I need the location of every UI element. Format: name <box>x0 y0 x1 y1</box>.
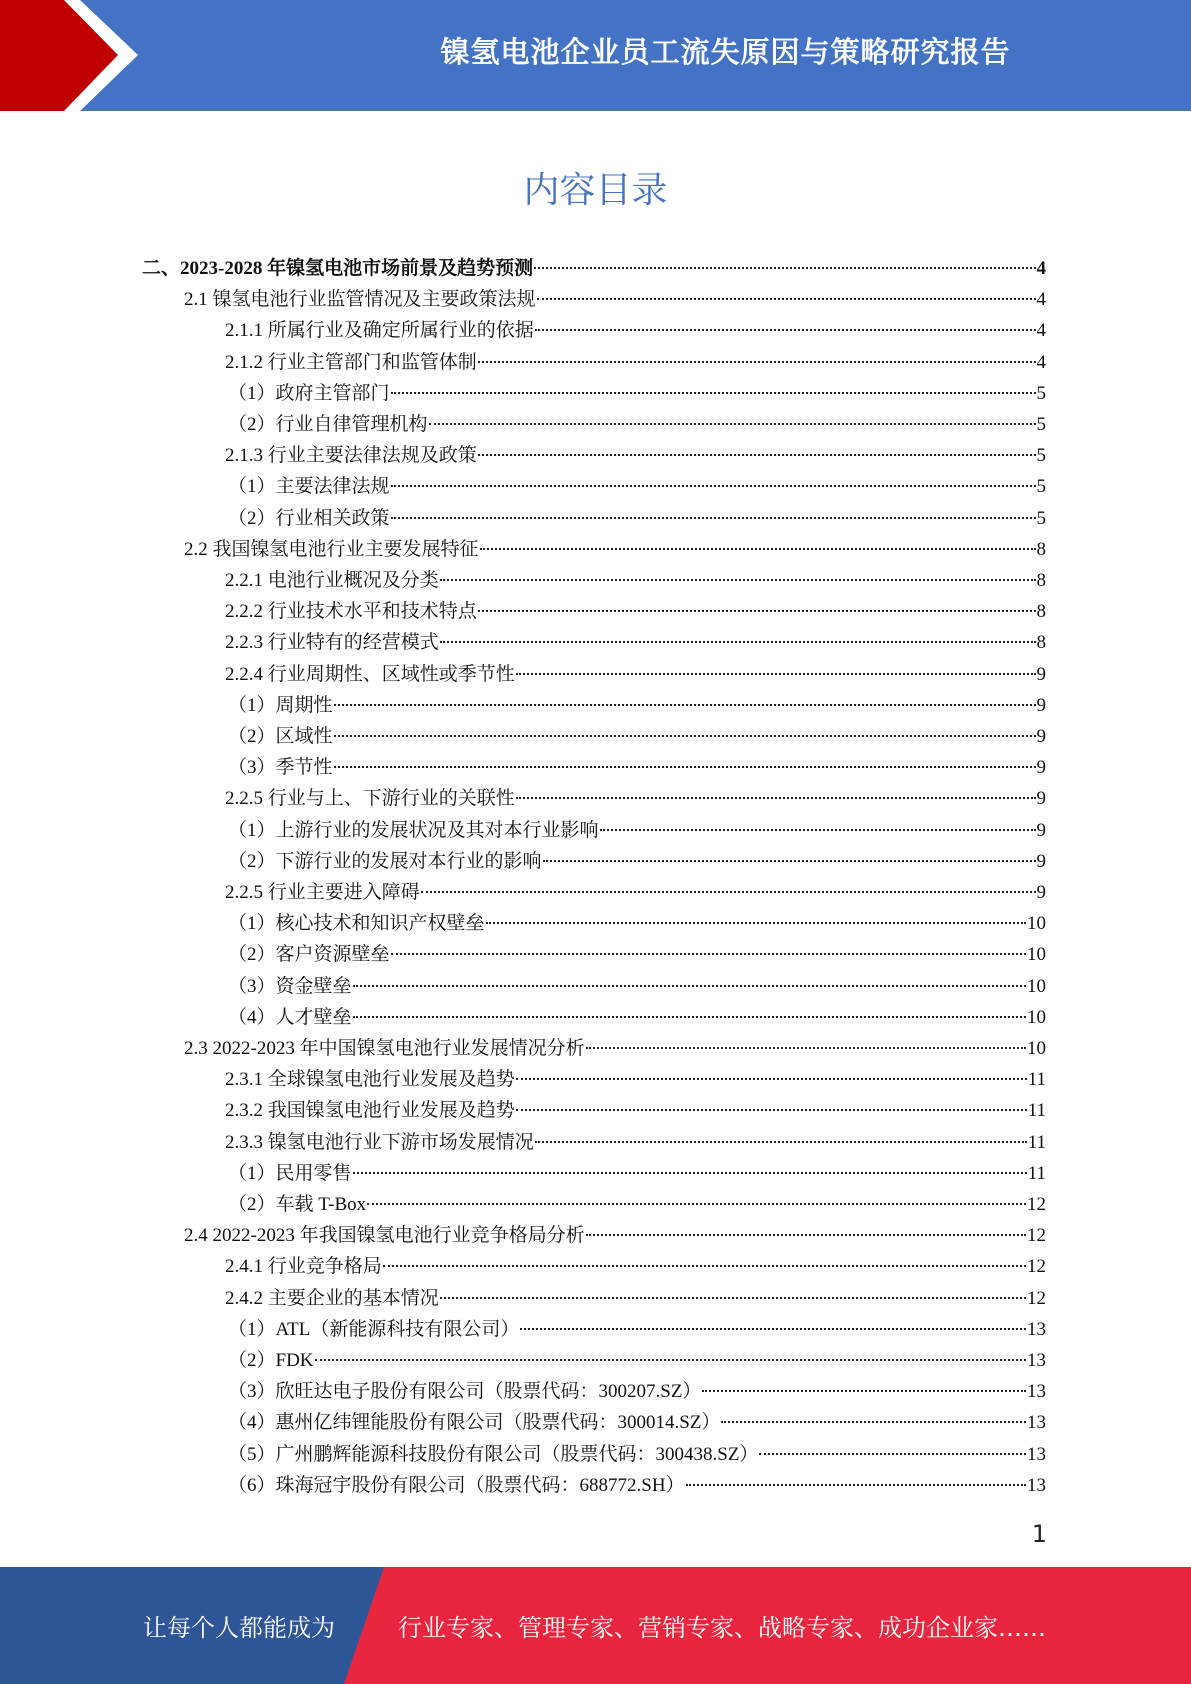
toc-leader-dots <box>391 391 1036 394</box>
toc-entry-page: 8 <box>1036 601 1046 623</box>
toc-leader-dots <box>391 952 1026 955</box>
toc-leader-dots <box>391 484 1036 487</box>
toc-entry-page: 4 <box>1036 351 1046 373</box>
toc-entry-label: 2.2.1 电池行业概况及分类 <box>225 570 439 591</box>
toc-entry-page: 11 <box>1027 1131 1046 1153</box>
toc-entry-page: 10 <box>1027 944 1046 966</box>
toc-entry-label: （2）行业自律管理机构 <box>228 414 428 435</box>
toc-entry-page: 10 <box>1027 1038 1046 1059</box>
toc-entry[interactable] <box>228 1470 1046 1501</box>
toc-entry-label: 2.1.3 行业主要法律法规及政策 <box>225 445 477 467</box>
toc-entry-page: 9 <box>1036 788 1046 810</box>
toc-leader-dots <box>520 1327 1026 1330</box>
toc-leader-dots <box>516 1108 1027 1111</box>
toc-entry[interactable] <box>225 1251 1046 1282</box>
toc-leader-dots <box>586 1233 1026 1236</box>
toc-entry-label: 2.3.1 全球镍氢电池行业发展及趋势 <box>225 1069 515 1091</box>
toc-leader-dots <box>429 422 1036 425</box>
toc-leader-dots <box>586 1046 1026 1049</box>
toc-entry[interactable] <box>228 378 1046 409</box>
toc-leader-dots <box>686 1483 1026 1486</box>
toc-entry-page: 9 <box>1036 726 1046 747</box>
toc-entry-page: 10 <box>1027 913 1046 935</box>
toc-leader-dots <box>480 547 1036 550</box>
toc-entry-page: 12 <box>1027 1256 1046 1278</box>
toc-entry-label: （2）FDK <box>228 1350 314 1371</box>
toc-entry-label: （1）ATL（新能源科技有限公司） <box>228 1318 520 1340</box>
toc-entry-label: （1）核心技术和知识产权壁垒 <box>228 913 485 935</box>
toc-entry-page: 12 <box>1027 1225 1046 1247</box>
toc-entry-page: 9 <box>1036 850 1046 872</box>
toc-entry[interactable] <box>225 1064 1046 1095</box>
toc-entry-page: 12 <box>1027 1287 1046 1309</box>
toc-entry-label: （4）人才壁垒 <box>228 1006 352 1028</box>
toc-entry[interactable] <box>225 783 1046 814</box>
toc-entry-label: （3）欣旺达电子股份有限公司（股票代码：300207.SZ） <box>228 1381 702 1403</box>
toc-entry[interactable] <box>228 1002 1046 1033</box>
toc-entry-label: 2.3.3 镍氢电池行业下游市场发展情况 <box>225 1131 534 1153</box>
toc-entry-label: （2）客户资源壁垒 <box>228 944 390 966</box>
toc-leader-dots <box>516 796 1036 799</box>
toc-entry-label: 2.4.1 行业竞争格局 <box>225 1256 382 1278</box>
toc-entry[interactable] <box>225 565 1046 596</box>
toc-entry[interactable] <box>228 1407 1046 1438</box>
toc-entry-label: （2）区域性 <box>228 726 333 747</box>
toc-entry-label: （2）行业相关政策 <box>228 507 390 529</box>
toc-entry-label: （4）惠州亿纬锂能股份有限公司（股票代码：300014.SZ） <box>228 1412 721 1434</box>
toc-entry-page: 4 <box>1036 258 1046 279</box>
toc-entry-page: 13 <box>1027 1412 1046 1434</box>
toc-entry-page: 10 <box>1027 975 1046 997</box>
toc-entry-page: 9 <box>1036 694 1046 716</box>
toc-entry-label: （6）珠海冠宇股份有限公司（股票代码：688772.SH） <box>228 1474 685 1496</box>
toc-entry-page: 8 <box>1036 632 1046 654</box>
toc-entry-page: 4 <box>1036 320 1046 342</box>
toc-entry[interactable] <box>228 846 1046 877</box>
toc-entry-label: 2.4 2022-2023 年我国镍氢电池行业竞争格局分析 <box>184 1225 585 1247</box>
toc-entry-label: 2.2 我国镍氢电池行业主要发展特征 <box>184 538 479 560</box>
toc-entry[interactable] <box>228 503 1046 534</box>
toc-leader-dots <box>383 1264 1026 1267</box>
toc-entry[interactable] <box>228 1376 1046 1407</box>
toc-entry[interactable] <box>184 534 1046 565</box>
toc-entry-label: （1）政府主管部门 <box>228 382 390 404</box>
toc-leader-dots <box>486 921 1026 924</box>
toc-leader-dots <box>334 703 1036 706</box>
toc-leader-dots <box>353 1171 1027 1174</box>
toc-entry[interactable] <box>225 596 1046 627</box>
toc-leader-dots <box>535 1140 1027 1143</box>
toc-entry[interactable] <box>228 908 1046 939</box>
toc-entry-page: 13 <box>1027 1443 1046 1465</box>
header-arrow-decoration <box>0 0 160 111</box>
toc-entry-page: 5 <box>1036 414 1046 435</box>
toc-entry-label: 2.1.1 所属行业及确定所属行业的依据 <box>225 320 534 342</box>
toc-leader-dots <box>516 672 1036 675</box>
toc-leader-dots <box>600 828 1036 831</box>
toc-entry-page: 11 <box>1027 1100 1046 1122</box>
toc-entry-label: 2.1 镍氢电池行业监管情况及主要政策法规 <box>184 289 536 311</box>
toc-entry-label: （1）主要法律法规 <box>228 476 390 498</box>
toc-entry[interactable] <box>228 939 1046 970</box>
toc-entry-label: （3）资金壁垒 <box>228 975 352 997</box>
toc-leader-dots <box>535 328 1036 331</box>
toc-entry-page: 5 <box>1036 476 1046 498</box>
toc-entry-label: 2.3 2022-2023 年中国镍氢电池行业发展情况分析 <box>184 1038 585 1059</box>
toc-entry-page: 13 <box>1027 1474 1046 1496</box>
toc-entry[interactable] <box>225 1127 1046 1158</box>
toc-entry[interactable] <box>184 284 1046 315</box>
toc-leader-dots <box>516 1077 1027 1080</box>
toc-leader-dots <box>721 1420 1026 1423</box>
report-title: 镍氢电池企业员工流失原因与策略研究报告 <box>440 34 1011 69</box>
footer-slogan-right: 行业专家、管理专家、营销专家、战略专家、成功企业家…… <box>398 1614 1046 1642</box>
toc-entry[interactable] <box>228 690 1046 721</box>
toc-leader-dots <box>391 516 1036 519</box>
toc-entry[interactable] <box>228 1439 1046 1470</box>
toc-entry[interactable] <box>228 971 1046 1002</box>
toc-entry[interactable] <box>225 1283 1046 1314</box>
toc-leader-dots <box>440 578 1036 581</box>
toc-entry-page: 9 <box>1036 882 1046 903</box>
toc-entry-label: 2.4.2 主要企业的基本情况 <box>225 1287 439 1309</box>
toc-entry[interactable] <box>225 627 1046 658</box>
toc-leader-dots <box>478 360 1036 363</box>
toc-leader-dots <box>534 266 1035 269</box>
toc-leader-dots <box>440 1296 1026 1299</box>
toc-entry-label: （1）民用零售 <box>228 1162 352 1184</box>
toc-entry-page: 9 <box>1036 757 1046 779</box>
toc-entry-page: 9 <box>1036 819 1046 841</box>
toc-entry[interactable] <box>225 440 1046 471</box>
toc-entry-label: （3）季节性 <box>228 757 333 779</box>
toc-entry-page: 13 <box>1027 1381 1046 1403</box>
toc-entry-label: 2.3.2 我国镍氢电池行业发展及趋势 <box>225 1100 515 1122</box>
toc-entry[interactable] <box>225 347 1046 378</box>
toc-entry-page: 8 <box>1036 570 1046 591</box>
toc-entry-label: 2.1.2 行业主管部门和监管体制 <box>225 351 477 373</box>
toc-leader-dots <box>334 765 1036 768</box>
toc-leader-dots <box>315 1358 1026 1361</box>
toc-entry-page: 11 <box>1027 1162 1046 1184</box>
toc-entry[interactable] <box>228 471 1046 502</box>
toc-entry-label: （2）下游行业的发展对本行业的影响 <box>228 850 542 872</box>
toc-leader-dots <box>367 1202 1026 1205</box>
toc-entry-label: （2）车载 T-Box <box>228 1194 367 1215</box>
toc-entry[interactable] <box>228 752 1046 783</box>
toc-entry[interactable] <box>225 1095 1046 1126</box>
toc-entry[interactable] <box>184 1220 1046 1251</box>
toc-entry[interactable] <box>142 253 1046 284</box>
toc-leader-dots <box>353 984 1026 987</box>
page-footer <box>0 1567 1191 1684</box>
toc-entry-page: 12 <box>1027 1194 1046 1215</box>
toc-leader-dots <box>759 1452 1026 1455</box>
toc-leader-dots <box>334 734 1036 737</box>
toc-entry[interactable] <box>228 409 1046 440</box>
page-number: 1 <box>1031 1520 1047 1548</box>
toc-heading: 内容目录 <box>523 170 668 211</box>
toc-leader-dots <box>543 859 1036 862</box>
toc-leader-dots <box>478 453 1036 456</box>
toc-entry[interactable] <box>228 1314 1046 1345</box>
toc-entry-page: 13 <box>1027 1350 1046 1371</box>
toc-entry-label: （1）周期性 <box>228 694 333 716</box>
page-header <box>0 0 1191 111</box>
toc-leader-dots <box>537 297 1036 300</box>
toc-entry-page: 10 <box>1027 1006 1046 1028</box>
toc-entry-label: 2.2.4 行业周期性、区域性或季节性 <box>225 663 515 685</box>
toc-entry-label: （5）广州鹏辉能源科技股份有限公司（股票代码：300438.SZ） <box>228 1443 759 1465</box>
toc-leader-dots <box>440 640 1036 643</box>
toc-entry-page: 13 <box>1027 1318 1046 1340</box>
toc-entry-page: 11 <box>1027 1069 1046 1091</box>
toc-entry-label: 2.2.5 行业主要进入障碍 <box>225 882 420 903</box>
toc-leader-dots <box>353 1015 1026 1018</box>
toc-entry-page: 8 <box>1036 538 1046 560</box>
toc-entry-label: 2.2.5 行业与上、下游行业的关联性 <box>225 788 515 810</box>
toc-entry[interactable] <box>228 1158 1046 1189</box>
toc-entry-page: 5 <box>1036 382 1046 404</box>
toc-leader-dots <box>702 1389 1026 1392</box>
toc-entry[interactable] <box>225 877 1046 908</box>
toc-entry[interactable] <box>228 1345 1046 1376</box>
toc-entry-label: 二、2023-2028 年镍氢电池市场前景及趋势预测 <box>142 258 534 279</box>
toc-entry[interactable] <box>228 815 1046 846</box>
toc-entry[interactable] <box>228 721 1046 752</box>
toc-entry-page: 5 <box>1036 445 1046 467</box>
toc-entry-label: 2.2.2 行业技术水平和技术特点 <box>225 601 477 623</box>
footer-slogan-left: 让每个人都能成为 <box>143 1614 335 1642</box>
toc-entry-page: 5 <box>1036 507 1046 529</box>
toc-leader-dots <box>478 609 1036 612</box>
toc-entry[interactable] <box>184 1033 1046 1064</box>
toc-entry[interactable] <box>225 315 1046 346</box>
toc-entry-page: 9 <box>1036 663 1046 685</box>
toc-entry-page: 4 <box>1036 289 1046 311</box>
toc-entry-label: （1）上游行业的发展状况及其对本行业影响 <box>228 819 599 841</box>
toc-entry[interactable] <box>228 1189 1046 1220</box>
toc-entry[interactable] <box>225 659 1046 690</box>
toc-leader-dots <box>421 890 1036 893</box>
toc-entry-label: 2.2.3 行业特有的经营模式 <box>225 632 439 654</box>
